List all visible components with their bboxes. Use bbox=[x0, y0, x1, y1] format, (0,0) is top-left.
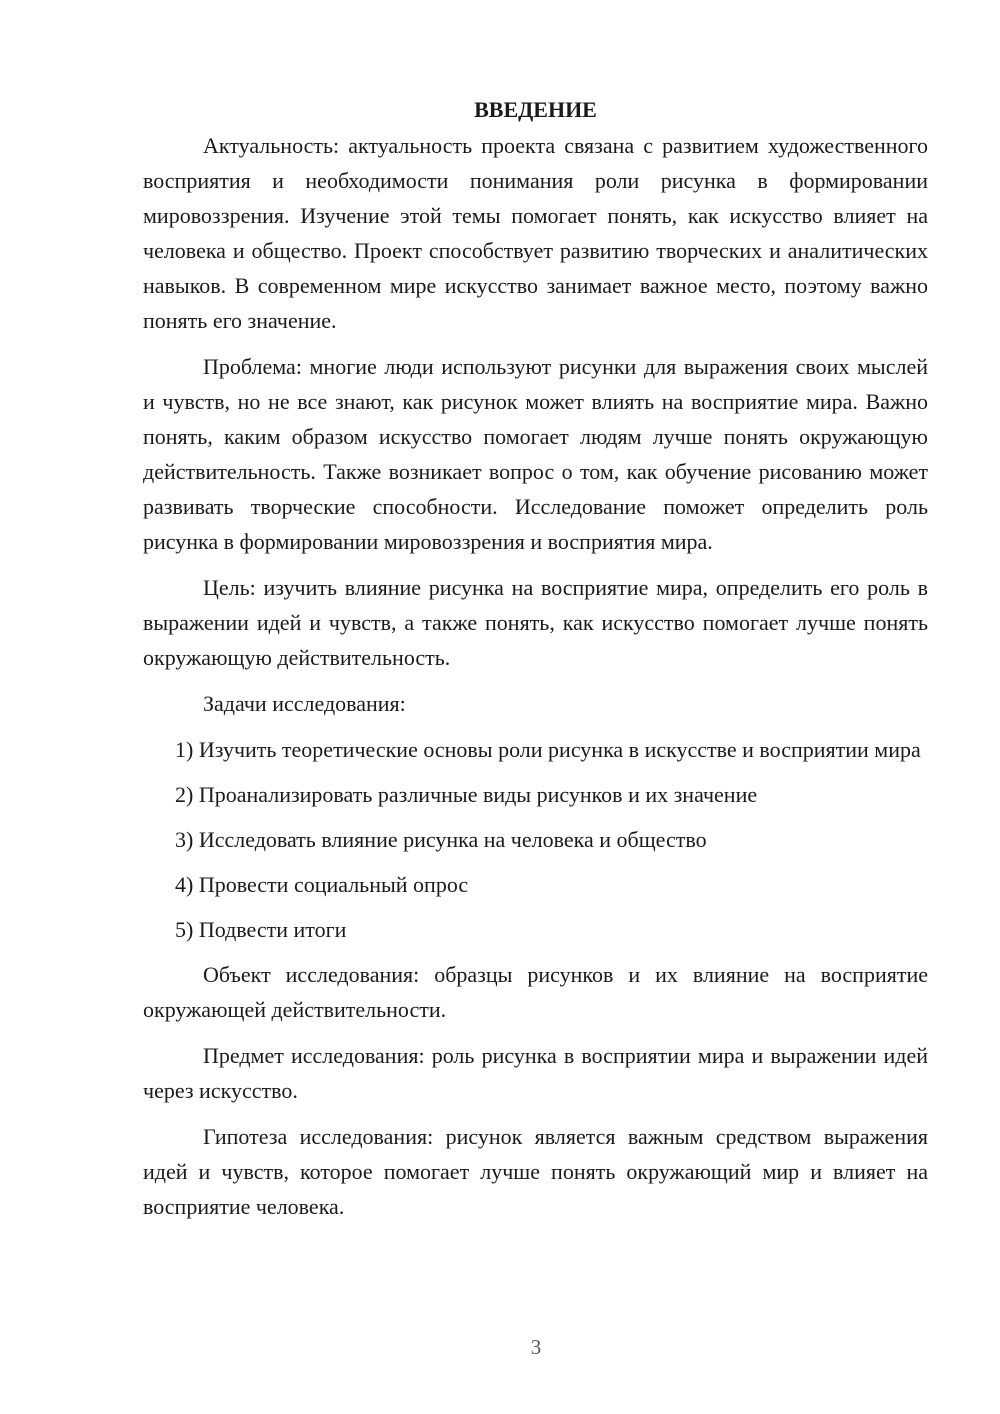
tasks-list bbox=[143, 732, 928, 947]
list-item: 5) Подвести итоги bbox=[175, 917, 347, 942]
paragraph-goal: Цель: изучить влияние рисунка на восприятие мира, определить его роль в выражении идей и чувств, а также понять, как искусство помогает лучше понять окружающую действительность. bbox=[143, 575, 928, 670]
tasks-heading: Задачи исследования: bbox=[203, 691, 406, 716]
paragraph-relevance: Актуальность: актуальность проекта связана с развитием художественного восприятия и необходимости понимания роли рисунка в формировании мировоззрения. Изучение этой темы помогает понять, как искусство влияет на человека и общество. Проект способствует развитию творческих и аналитических навыков. В современном мире искусство занимает важное место, поэтому важно понять его значение. bbox=[143, 133, 928, 333]
paragraph-subject: Предмет исследования: роль рисунка в восприятии мира и выражении идей через искусство. bbox=[143, 1043, 928, 1103]
page-number: 3 bbox=[530, 1335, 542, 1359]
paragraph-hypothesis: Гипотеза исследования: рисунок является важным средством выражения идей и чувств, которое помогает лучше понять окружающий мир и влияет на восприятие человека. bbox=[143, 1124, 928, 1219]
list-item: 1) Изучить теоретические основы роли рисунка в искусстве и восприятии мира bbox=[175, 737, 921, 762]
paragraph-problem: Проблема: многие люди используют рисунки для выражения своих мыслей и чувств, но не все знают, как рисунок может влиять на восприятие мира. Важно понять, каким образом искусство помогает людям лучше понять окружающую действительность. Также возникает вопрос о том, как обучение рисованию может развивать творческие способности. Исследование поможет определить роль рисунка в формировании мировоззрения и восприятия мира. bbox=[143, 354, 928, 554]
paragraph-object: Объект исследования: образцы рисунков и их влияние на восприятие окружающей действительности. bbox=[143, 962, 928, 1022]
list-item: 4) Провести социальный опрос bbox=[175, 872, 469, 897]
document-page bbox=[143, 92, 928, 1235]
list-item: 2) Проанализировать различные виды рисунков и их значение bbox=[175, 782, 758, 807]
list-item: 3) Исследовать влияние рисунка на человека и общество bbox=[175, 827, 707, 852]
page-title: ВВЕДЕНИЕ bbox=[474, 97, 597, 122]
